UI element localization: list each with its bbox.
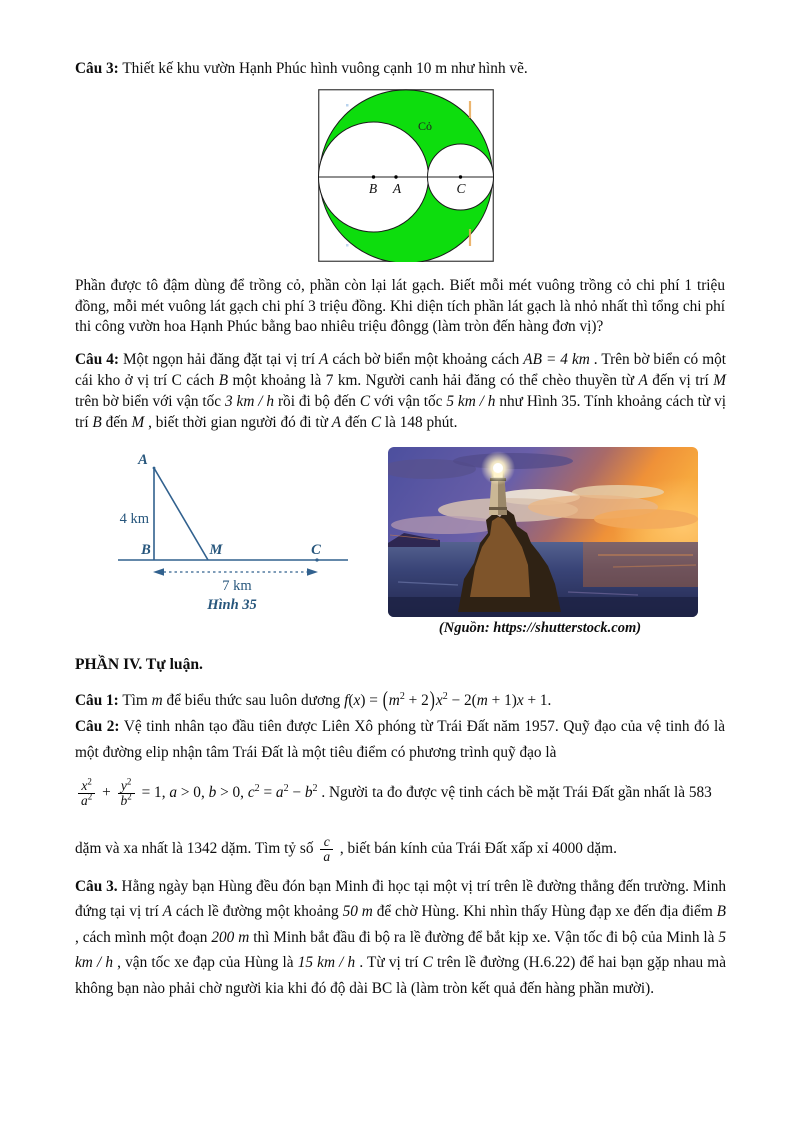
point-b-label: B bbox=[368, 181, 378, 196]
point-b-dot bbox=[372, 175, 375, 178]
label-a: A bbox=[138, 452, 148, 468]
figure-35-labels bbox=[120, 452, 322, 612]
cloud-band-3 bbox=[594, 509, 698, 529]
label-7km: 7 km bbox=[222, 578, 252, 594]
lighthouse-photo bbox=[388, 447, 698, 617]
point-c-dot bbox=[459, 175, 462, 178]
figure-35-diagram bbox=[85, 450, 365, 612]
segment-am bbox=[154, 468, 208, 560]
part-4-heading: PHẦN IV. Tự luận. bbox=[75, 656, 203, 673]
essay-question-1: Câu 1: Tìm m để biểu thức sau luôn dương $f(x) = (m^2 + 2)x^2 - 2(m + 1)x + 1$. bbox=[75, 687, 552, 713]
sea-orange-reflection bbox=[583, 542, 698, 587]
essay-question-2-equation: $\frac{x^2}{a^2}$ + $\frac{y^2}{b^2}$ = 1, a > 0, b > 0, $c^2 = a^2 - b^2$ . Người ta đo được vệ tinh cách bề mặt Trái Đất gần nhất là 583 bbox=[75, 768, 740, 818]
arrowhead-left bbox=[153, 568, 164, 575]
label-c: C bbox=[311, 542, 321, 558]
blue-speck-bottom bbox=[346, 244, 349, 247]
photo-source-caption: (Nguồn: https://shutterstock.com) bbox=[438, 620, 642, 636]
point-a-dot bbox=[153, 467, 156, 470]
figure-35-svg bbox=[85, 450, 365, 612]
question-4-text: Câu 4: Một ngọn hải đăng đặt tại vị trí A cách bờ biển một khoảng cách AB = 4 km . Trên bờ biển có một cái kho ở vị trí C cách B một khoảng là 7 km. Người canh hải đăng có thể chèo thuyền từ A đến vị trí M trên bờ biển với vận tốc 3 km / h rồi đi bộ đến C với vận tốc 5 km / h như Hình 35. Tính khoảng cách từ vị trí B đến M , biết thời gian người đó đi từ A đến C là 148 phút. bbox=[75, 351, 727, 431]
point-c-dot bbox=[315, 558, 318, 561]
question-3-multiple-choice-text: Câu 3: Thiết kế khu vườn Hạnh Phúc hình vuông cạnh 10 m như hình vẽ. bbox=[75, 60, 528, 77]
cloud-band-4 bbox=[391, 516, 501, 534]
figure-35-caption: Hình 35 bbox=[207, 597, 257, 612]
garden-figure bbox=[318, 89, 494, 262]
essay-question-3: Câu 3. Hằng ngày bạn Hùng đều đón bạn Minh đi học tại một vị trí trên lề đường thẳng đến trường. Minh đứng tại vị trí A cách lề đường một khoảng 50 m để chờ Hùng. Khi nhìn thấy Hùng đạp xe đến địa điểm B , cách mình một đoạn 200 m thì Minh bắt đầu đi bộ ra lề đường để bắt kịp xe. Vận tốc đi bộ của Minh là 5 km / h , vận tốc xe đạp của Hùng là 15 km / h . Từ vị trí C trên lề đường (H.6.22) để hai bạn gặp nhau mà không bạn nào phải chờ người kia khi đó độ dài BC là (làm tròn kết quả đến hàng phần mười). bbox=[75, 878, 727, 997]
lamp-light bbox=[493, 463, 503, 473]
essay-question-2-intro: Câu 2: Vệ tinh nhân tạo đầu tiên được Liên Xô phóng từ Trái Đất năm 1957. Quỹ đạo của vệ tinh đó là một đường elip nhận tâm Trái Đất là một tiêu điểm có phương trình quỹ đạo là bbox=[75, 718, 725, 761]
grass-label: Cỏ bbox=[417, 119, 433, 133]
label-b: B bbox=[141, 542, 151, 558]
point-c-label: C bbox=[456, 181, 466, 196]
lighthouse-band bbox=[489, 507, 507, 510]
garden-figure-svg bbox=[318, 89, 494, 262]
question-3-cost-paragraph: Phần được tô đậm dùng để trồng cỏ, phần còn lại lát gạch. Biết mỗi mét vuông trồng cỏ chi phí 1 triệu đồng, mỗi mét vuông lát gạch chi phí 3 triệu đồng. Khi diện tích phần lát gạch là nhỏ nhất thì tổng chi phí thi công vườn hoa Hạnh Phúc bằng bao nhiêu triệu đôngg (làm tròn đến hàng đơn vị)? bbox=[75, 277, 725, 336]
essay-question-2-tail: dặm và xa nhất là 1342 dặm. Tìm tỷ số $\frac{c}{a}$ , biết bán kính của Trái Đất xấp xỉ 4000 dặm. bbox=[75, 833, 617, 864]
point-a-dot bbox=[394, 175, 397, 178]
label-m: M bbox=[209, 542, 223, 558]
arrowhead-right bbox=[307, 568, 318, 575]
label-4km: 4 km bbox=[119, 511, 149, 527]
blue-speck-top bbox=[346, 104, 349, 107]
point-a-label: A bbox=[392, 181, 402, 196]
lighthouse-photo-svg bbox=[388, 447, 698, 617]
